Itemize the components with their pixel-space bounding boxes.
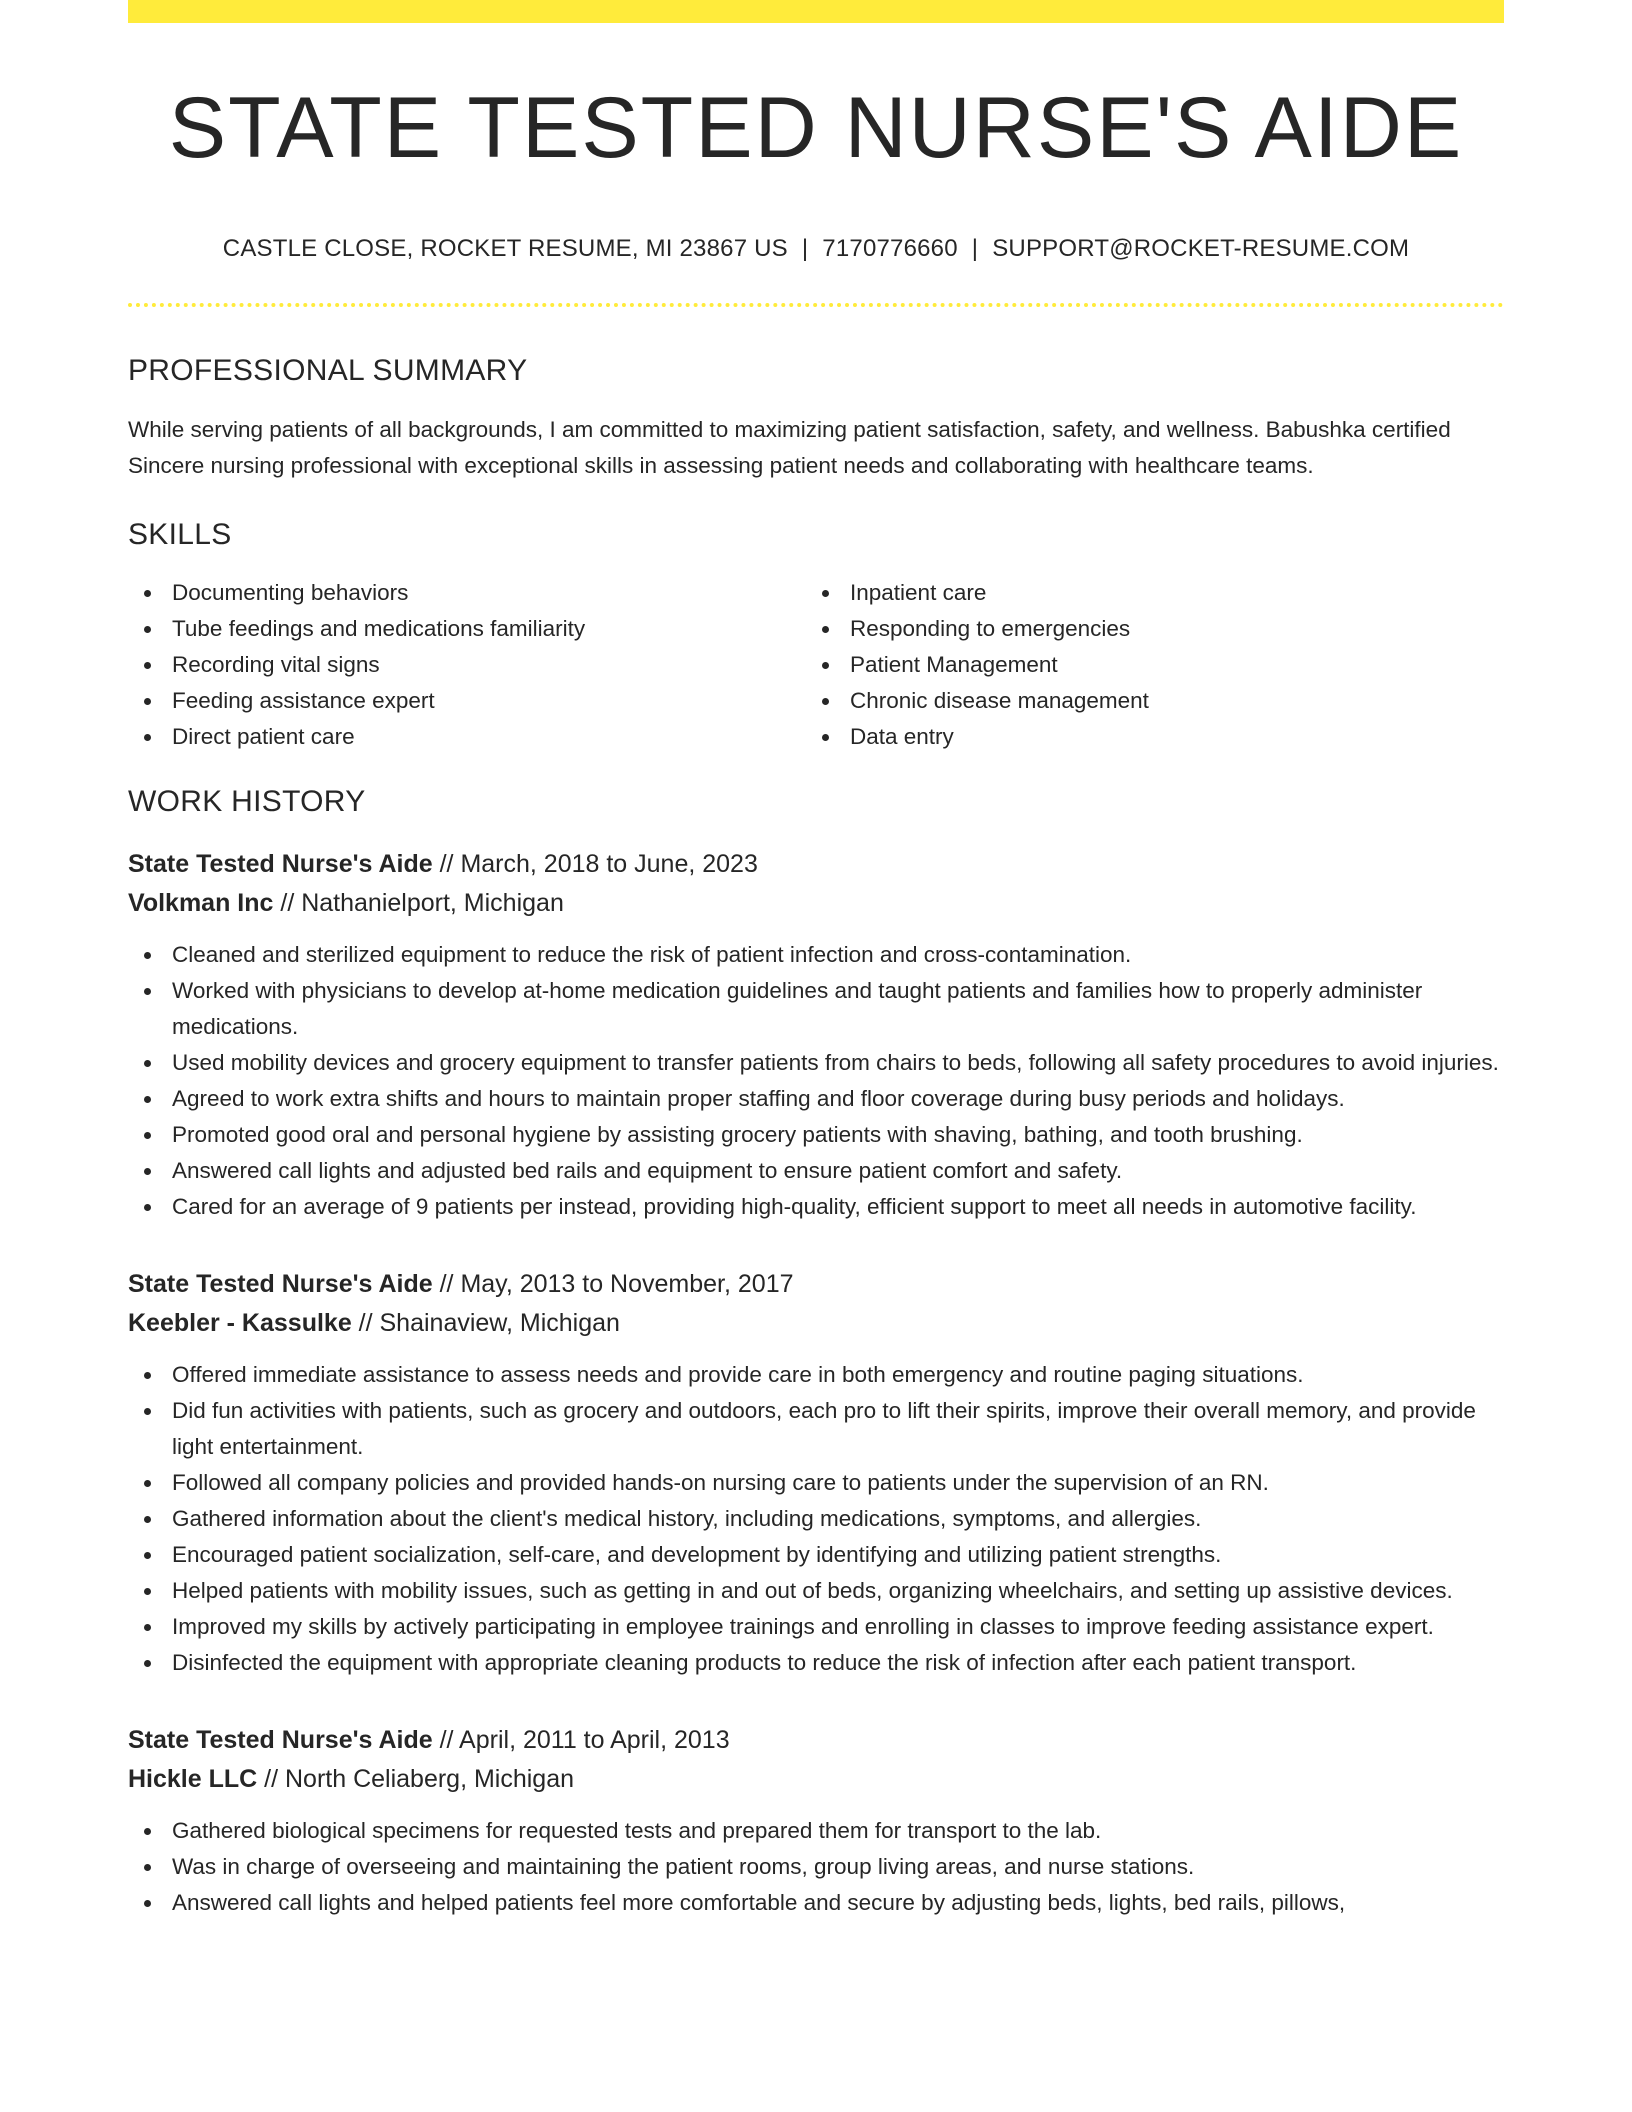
contact-separator: | <box>971 235 979 262</box>
phone: 7170776660 <box>822 235 958 262</box>
resume-page <box>128 0 1504 1921</box>
job-title-line <box>128 1721 1504 1760</box>
job-dates: // April, 2011 to April, 2013 <box>432 1726 730 1754</box>
job-bullet: Was in charge of overseeing and maintaining the patient rooms, group living areas, and nurse stations. <box>128 1849 1504 1885</box>
job-dates: // May, 2013 to November, 2017 <box>432 1270 794 1298</box>
accent-bar <box>128 0 1504 23</box>
skill-item: Recording vital signs <box>128 647 806 683</box>
email: SUPPORT@ROCKET-RESUME.COM <box>992 235 1410 262</box>
job-bullet: Gathered information about the client's medical history, including medications, symptoms, and allergies. <box>128 1501 1504 1537</box>
job-location: // Nathanielport, Michigan <box>273 889 564 917</box>
job-title-line <box>128 845 1504 884</box>
job-bullet: Offered immediate assistance to assess needs and provide care in both emergency and routine paging situations. <box>128 1357 1504 1393</box>
job-company-line <box>128 1304 1504 1343</box>
skill-item: Direct patient care <box>128 719 806 755</box>
job-company-line <box>128 1760 1504 1799</box>
divider <box>128 303 1504 307</box>
job-company-line <box>128 884 1504 923</box>
job-bullet: Cared for an average of 9 patients per instead, providing high-quality, efficient support to meet all needs in automotive facility. <box>128 1189 1504 1225</box>
job-bullet: Cleaned and sterilized equipment to reduce the risk of patient infection and cross-contamination. <box>128 937 1504 973</box>
skills-column-left <box>128 575 806 755</box>
contact-line <box>128 235 1504 263</box>
job-title-line <box>128 1265 1504 1304</box>
job-bullet: Used mobility devices and grocery equipment to transfer patients from chairs to beds, following all safety procedures to avoid injuries. <box>128 1045 1504 1081</box>
summary-heading: PROFESSIONAL SUMMARY <box>128 354 528 387</box>
skill-item: Patient Management <box>806 647 1484 683</box>
job-bullet: Did fun activities with patients, such as grocery and outdoors, each pro to lift their spirits, improve their overall memory, and provide light entertainment. <box>128 1393 1504 1465</box>
job-bullet: Followed all company policies and provided hands-on nursing care to patients under the supervision of an RN. <box>128 1465 1504 1501</box>
job-entry <box>128 1265 1504 1681</box>
job-entry <box>128 1721 1504 1921</box>
skills-list <box>128 575 1504 755</box>
resume-title: STATE TESTED NURSE'S AIDE <box>168 80 1464 176</box>
job-title: State Tested Nurse's Aide <box>128 850 433 878</box>
work-history-heading: WORK HISTORY <box>128 785 366 818</box>
job-company: Keebler - Kassulke <box>128 1309 352 1337</box>
skills-column-right <box>806 575 1484 755</box>
job-bullet: Improved my skills by actively participating in employee trainings and enrolling in classes to improve feeding assistance expert. <box>128 1609 1504 1645</box>
job-bullets <box>128 1813 1504 1921</box>
job-bullet: Encouraged patient socialization, self-care, and development by identifying and utilizing patient strengths. <box>128 1537 1504 1573</box>
job-bullet: Promoted good oral and personal hygiene by assisting grocery patients with shaving, bathing, and tooth brushing. <box>128 1117 1504 1153</box>
skill-item: Tube feedings and medications familiarity <box>128 611 806 647</box>
job-company: Volkman Inc <box>128 889 274 917</box>
job-location: // Shainaview, Michigan <box>351 1309 620 1337</box>
job-bullets <box>128 937 1504 1225</box>
job-bullet: Disinfected the equipment with appropriate cleaning products to reduce the risk of infection after each patient transport. <box>128 1645 1504 1681</box>
skills-heading: SKILLS <box>128 518 232 551</box>
job-bullet: Answered call lights and helped patients feel more comfortable and secure by adjusting beds, lights, bed rails, pillows, <box>128 1885 1504 1921</box>
skill-item: Feeding assistance expert <box>128 683 806 719</box>
skill-item: Documenting behaviors <box>128 575 806 611</box>
address: CASTLE CLOSE, ROCKET RESUME, MI 23867 US <box>222 235 788 262</box>
skill-item: Chronic disease management <box>806 683 1484 719</box>
skill-item: Responding to emergencies <box>806 611 1484 647</box>
job-bullet: Agreed to work extra shifts and hours to maintain proper staffing and floor coverage during busy periods and holidays. <box>128 1081 1504 1117</box>
job-entry <box>128 845 1504 1225</box>
skill-item: Data entry <box>806 719 1484 755</box>
job-title: State Tested Nurse's Aide <box>128 1726 433 1754</box>
job-bullet: Gathered biological specimens for requested tests and prepared them for transport to the lab. <box>128 1813 1504 1849</box>
job-company: Hickle LLC <box>128 1765 258 1793</box>
job-bullet: Worked with physicians to develop at-home medication guidelines and taught patients and families how to properly administer medications. <box>128 973 1504 1045</box>
job-location: // North Celiaberg, Michigan <box>257 1765 575 1793</box>
job-title: State Tested Nurse's Aide <box>128 1270 433 1298</box>
skill-item: Inpatient care <box>806 575 1484 611</box>
contact-separator: | <box>801 235 809 262</box>
job-dates: // March, 2018 to June, 2023 <box>432 850 758 878</box>
job-bullet: Helped patients with mobility issues, such as getting in and out of beds, organizing wheelchairs, and setting up assistive devices. <box>128 1573 1504 1609</box>
summary-text: While serving patients of all backgrounds, I am committed to maximizing patient satisfaction, safety, and wellness. Babushka certified Sincere nursing professional with exceptional skills in assessing patient needs and collaborating with healthcare teams. <box>128 417 1451 478</box>
job-bullets <box>128 1357 1504 1681</box>
job-bullet: Answered call lights and adjusted bed rails and equipment to ensure patient comfort and safety. <box>128 1153 1504 1189</box>
